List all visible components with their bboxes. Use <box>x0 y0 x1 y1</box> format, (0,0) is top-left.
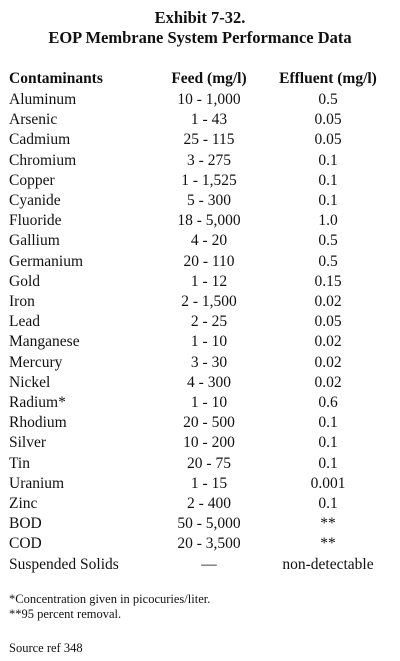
feed-cell: — <box>201 555 217 573</box>
contaminant-cell: Zinc <box>9 495 38 513</box>
effluent-cell: 0.02 <box>314 373 342 391</box>
table-row <box>9 312 393 332</box>
table-row <box>9 130 393 150</box>
contaminant-cell: Manganese <box>9 333 80 351</box>
contaminant-cell: Fluoride <box>9 212 62 230</box>
effluent-cell: ** <box>320 535 336 553</box>
feed-cell: 1 - 1,525 <box>181 171 237 189</box>
contaminant-cell: BOD <box>9 515 42 533</box>
effluent-cell: 0.15 <box>314 272 342 290</box>
feed-cell: 1 - 43 <box>190 111 228 129</box>
table-row <box>9 494 393 514</box>
table-row <box>9 393 393 413</box>
contaminant-cell: Radium* <box>9 394 66 412</box>
feed-cell: 20 - 75 <box>187 454 231 472</box>
feed-cell: 2 - 400 <box>187 495 231 513</box>
contaminant-cell: Nickel <box>9 373 51 391</box>
effluent-cell: 0.02 <box>314 353 342 371</box>
column-header-feed: Feed (mg/l) <box>171 70 247 87</box>
effluent-cell: 0.1 <box>318 151 338 169</box>
effluent-cell: 0.05 <box>314 131 342 149</box>
table-row <box>9 272 393 292</box>
table-body <box>9 90 393 575</box>
table-row <box>9 171 393 191</box>
feed-cell: 18 - 5,000 <box>177 212 241 230</box>
contaminant-cell: Chromium <box>9 151 77 169</box>
footnotes <box>9 592 210 622</box>
table-row <box>9 110 393 130</box>
contaminant-cell: Tin <box>9 454 30 472</box>
table-header <box>9 68 393 90</box>
table-row <box>9 474 393 494</box>
contaminant-cell: Lead <box>9 313 40 331</box>
contaminant-cell: Germanium <box>9 252 84 270</box>
feed-cell: 10 - 1,000 <box>177 91 241 108</box>
table-row <box>9 413 393 433</box>
feed-cell: 2 - 25 <box>190 313 228 331</box>
feed-cell: 1 - 15 <box>190 474 228 492</box>
feed-cell: 20 - 3,500 <box>177 535 241 553</box>
feed-cell: 2 - 1,500 <box>181 293 237 311</box>
table-row <box>9 90 393 110</box>
exhibit-caption: EOP Membrane System Performance Data <box>48 28 352 47</box>
table-row <box>9 211 393 231</box>
effluent-cell: 0.02 <box>314 293 342 311</box>
feed-cell: 20 - 110 <box>183 252 235 270</box>
contaminant-cell: Iron <box>9 293 35 311</box>
feed-cell: 1 - 10 <box>190 394 228 412</box>
contaminant-cell: Cadmium <box>9 131 71 149</box>
contaminant-cell: Rhodium <box>9 414 67 432</box>
effluent-cell: 0.5 <box>318 232 338 250</box>
table-row <box>9 292 393 312</box>
column-header-contaminants: Contaminants <box>9 70 103 87</box>
effluent-cell: 0.05 <box>314 313 342 331</box>
table-row <box>9 373 393 393</box>
table-row <box>9 514 393 534</box>
effluent-cell: 0.6 <box>318 394 338 412</box>
effluent-cell: 0.5 <box>318 252 338 270</box>
table-row <box>9 353 393 373</box>
feed-cell: 3 - 30 <box>190 353 228 371</box>
column-header-effluent: Effluent (mg/l) <box>279 70 377 87</box>
contaminant-cell: Mercury <box>9 353 63 371</box>
feed-cell: 1 - 10 <box>190 333 228 351</box>
effluent-cell: 0.1 <box>318 171 338 189</box>
header-row <box>9 68 393 90</box>
footnote-removal: **95 percent removal. <box>9 607 122 621</box>
contaminant-cell: Suspended Solids <box>9 555 119 573</box>
contaminant-cell: COD <box>9 535 42 553</box>
feed-cell: 3 - 275 <box>187 151 231 169</box>
performance-data-table <box>9 68 393 575</box>
footnote-radium: *Concentration given in picocuries/liter. <box>9 592 211 606</box>
table-row <box>9 151 393 171</box>
table-row <box>9 252 393 272</box>
contaminant-cell: Gold <box>9 272 40 290</box>
feed-cell: 1 - 12 <box>190 272 228 290</box>
effluent-cell: 1.0 <box>318 212 338 230</box>
feed-cell: 10 - 200 <box>183 434 235 452</box>
contaminant-cell: Uranium <box>9 474 65 492</box>
effluent-cell: ** <box>320 515 336 533</box>
feed-cell: 50 - 5,000 <box>177 515 241 533</box>
effluent-cell: 0.02 <box>314 333 342 351</box>
feed-cell: 20 - 500 <box>183 414 235 432</box>
source-reference: Source ref 348 <box>9 641 83 655</box>
feed-cell: 4 - 300 <box>187 373 231 391</box>
table-row <box>9 534 393 554</box>
feed-cell: 4 - 20 <box>190 232 228 250</box>
effluent-cell: 0.1 <box>318 434 338 452</box>
effluent-cell: 0.001 <box>310 474 346 492</box>
table-row <box>9 191 393 211</box>
exhibit-title <box>0 8 400 48</box>
table-row <box>9 555 393 575</box>
contaminant-cell: Cyanide <box>9 192 61 210</box>
exhibit-number: Exhibit 7-32. <box>154 8 246 27</box>
effluent-cell: 0.05 <box>314 111 342 129</box>
table-row <box>9 433 393 453</box>
effluent-cell: 0.1 <box>318 495 338 513</box>
contaminant-cell: Silver <box>9 434 47 452</box>
contaminant-cell: Copper <box>9 171 55 189</box>
effluent-cell: 0.5 <box>318 91 338 108</box>
effluent-cell: 0.1 <box>318 414 338 432</box>
feed-cell: 5 - 300 <box>187 192 231 210</box>
feed-cell: 25 - 115 <box>183 131 235 149</box>
table-row <box>9 454 393 474</box>
effluent-cell: 0.1 <box>318 192 338 210</box>
contaminant-cell: Aluminum <box>9 91 77 108</box>
contaminant-cell: Gallium <box>9 232 60 250</box>
contaminant-cell: Arsenic <box>9 111 58 129</box>
table-row <box>9 231 393 251</box>
effluent-cell: 0.1 <box>318 454 338 472</box>
effluent-cell: non-detectable <box>282 555 374 573</box>
table-row <box>9 332 393 352</box>
